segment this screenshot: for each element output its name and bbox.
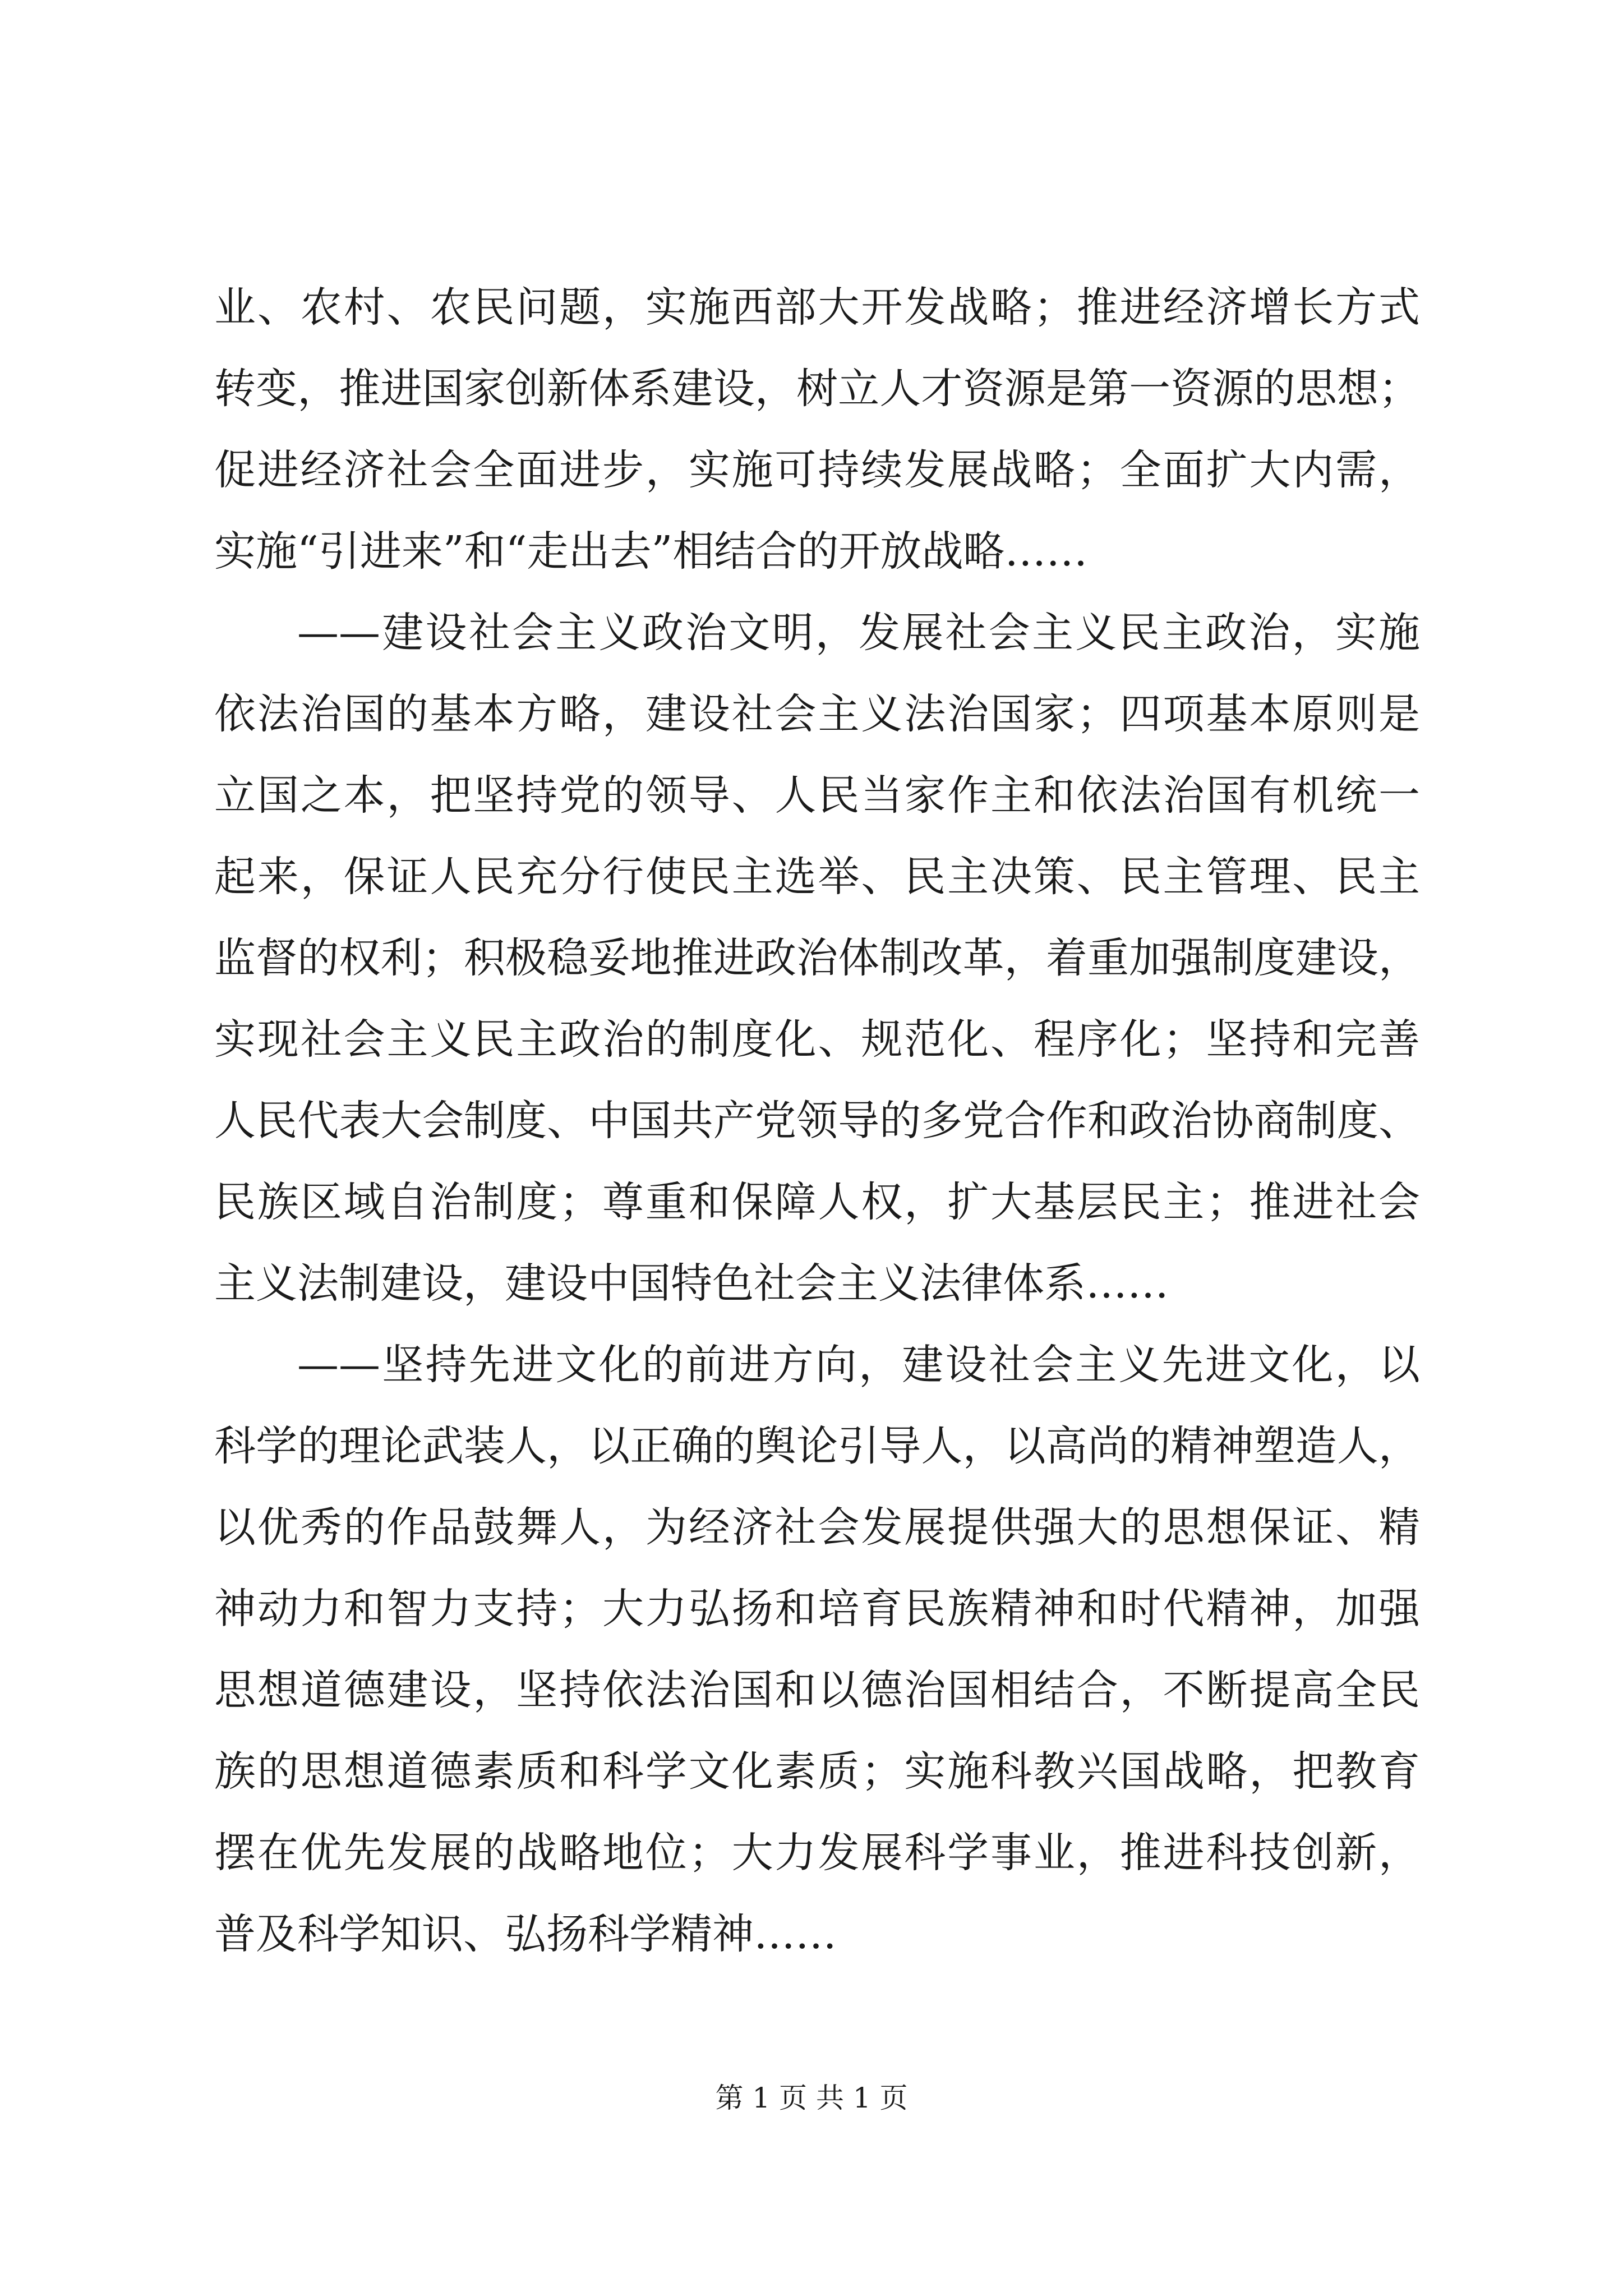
paragraph-start-line: ——坚持先进文化的前进方向，建设社会主义先进文化，以 xyxy=(297,1341,1420,1389)
text-line: 神动力和智力支持；大力弘扬和培育民族精神和时代精神，加强 xyxy=(214,1585,1420,1633)
text-line: 普及科学知识、弘扬科学精神…… xyxy=(214,1910,837,1958)
text-line: 立国之本，把坚持党的领导、人民当家作主和依法治国有机统一 xyxy=(214,771,1420,820)
text-line: 监督的权利；积极稳妥地推进政治体制改革，着重加强制度建设， xyxy=(214,934,1420,982)
text-line: 摆在优先发展的战略地位；大力发展科学事业，推进科技创新， xyxy=(214,1829,1420,1877)
document-body xyxy=(214,267,1420,1975)
text-line: 起来，保证人民充分行使民主选举、民主决策、民主管理、民主 xyxy=(214,853,1420,901)
text-line: 族的思想道德素质和科学文化素质；实施科教兴国战略，把教育 xyxy=(214,1747,1420,1796)
text-line: 以优秀的作品鼓舞人，为经济社会发展提供强大的思想保证、精 xyxy=(214,1503,1420,1552)
text-line: 科学的理论武装人，以正确的舆论引导人，以高尚的精神塑造人， xyxy=(214,1422,1420,1470)
text-line: 依法治国的基本方略，建设社会主义法治国家；四项基本原则是 xyxy=(214,690,1420,738)
text-line: 实现社会主义民主政治的制度化、规范化、程序化；坚持和完善 xyxy=(214,1015,1420,1064)
text-line: 业、农村、农民问题，实施西部大开发战略；推进经济增长方式 xyxy=(214,283,1420,332)
text-line: 转变，推进国家创新体系建设，树立人才资源是第一资源的思想； xyxy=(214,365,1420,413)
text-line: 实施“引进来”和“走出去”相结合的开放战略…… xyxy=(214,527,1088,576)
text-line: 促进经济社会全面进步，实施可持续发展战略；全面扩大内需， xyxy=(214,446,1420,494)
text-line: 民族区域自治制度；尊重和保障人权，扩大基层民主；推进社会 xyxy=(214,1178,1420,1226)
text-line: 人民代表大会制度、中国共产党领导的多党合作和政治协商制度、 xyxy=(214,1097,1420,1145)
paragraph-start-line: ——建设社会主义政治文明，发展社会主义民主政治，实施 xyxy=(297,609,1420,657)
page-number-footer: 第 1 页 共 1 页 xyxy=(715,2082,908,2114)
text-line: 思想道德建设，坚持依法治国和以德治国相结合，不断提高全民 xyxy=(214,1666,1420,1714)
text-line: 主义法制建设，建设中国特色社会主义法律体系…… xyxy=(214,1259,1169,1308)
